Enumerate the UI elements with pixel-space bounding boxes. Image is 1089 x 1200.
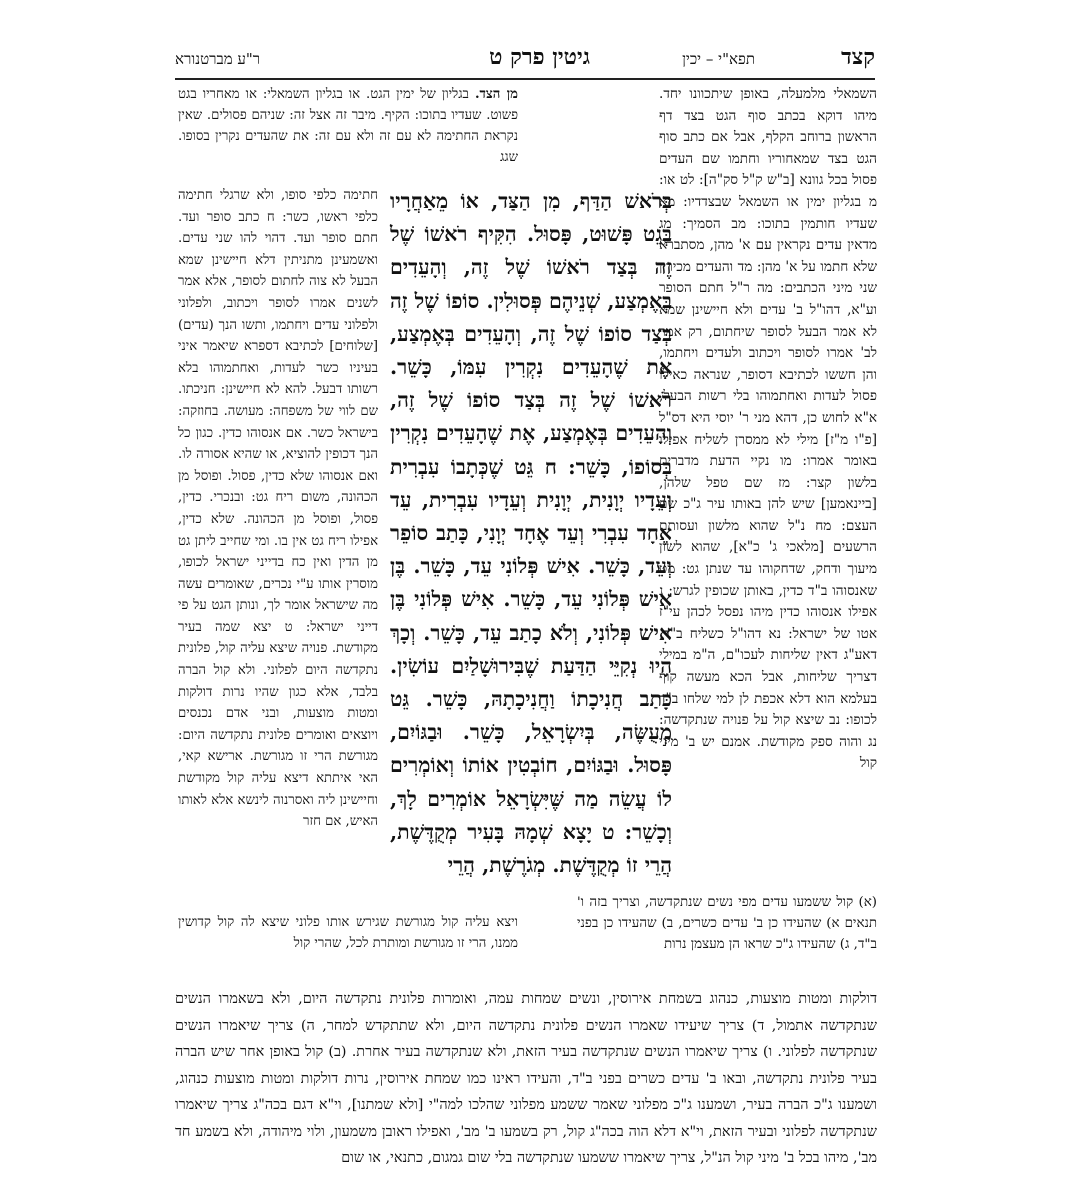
footnote-paragraph: (ב) קול באופן אחר שיש הברה בעיר פלונית נתקדשה, ובאו ב' עדים כשרים בפני ב"ד, והעידו ראינו כמו שמחת אירוסין, נרות דולקות ומטות מוצעות כנהוג, ושמענו ג"כ הברה בעיר, ושמענו ג"כ מפלוני שאמר ששמע מפלוני שהלכו למה"י [ולא שמתנו], וי"א דגם בכה"ג צריך שיאמרו שנתקדשה לפלוני ובעיר הזאת, וי"א דלא הוה בכה"ג קול, רק בשמעו ב' מב', ואפילו ראובן משמעון, ולוי מיהודה, ולא בשמע חד מב', מיהו בכל ב' מיני קול הנ"ל, צריך שיאמרו ששמעו שנתקדשה בלי שום גמגום, כתנאי, או שום [175, 1044, 877, 1166]
bartenura-commentary [178, 185, 378, 910]
yachin-commentary [659, 84, 877, 892]
mishnah-text-block [390, 185, 672, 905]
footnotes-block [175, 986, 878, 1166]
yachin-bottom-text: (א) קול ששמעו עדים מפי נשים שנתקדשה, וצריך בזה ו' תנאים א) שהעידו כן ב' עדים כשרים, ב) שהעידו כן בפני ב"ד, ג) שהעידו ג"כ שראו הן מעצמן נרות [577, 895, 877, 952]
bartenura-bottom-text: ויצא עליה קול מגורשת שגירש אותו פלוני שיצא לה קול קדושין ממנו, הרי זו מגורשת ומותרת לכל, שהרי קול [178, 915, 518, 951]
bartenura-commentary-top [178, 84, 518, 180]
bartenura-lead: מן הצד. [474, 87, 518, 102]
bartenura-text: חתימה כלפי סופו, ולא שרגלי חתימה כלפי ראשו, כשר: ח כתב סופר ועד. חתם סופר ועד. דהוי להו שני עדים. ואשמעינן מתניתין דלא חיישינן שמא הבעל לא צוה לחתום לסופר, אלא אמר לשנים אמרו לסופר ויכתוב, ולפלוני ולפלוני עדים ויחתמו, ותשו הנך (עדים) [שלוחים] לכתיבא דספרא שיאמר איני בעיניו כשר לעדות, ואחתמוהו בלא רשותו דבעל. להא לא חיישינן: חניכתו. שם לווי של משפחה: מעושה. בחוזקה: בישראל כשר. אם אנסוהו כדין. כגון כל הנך דכופין להוציא, או שהיא אסורה לו. ואם אנסוהו שלא כדין, פסול. ופוסל מן הכהונה, משום ריח גט: ובנכרי. כדין, פסול, ופוסל מן הכהונה. שלא כדין, אפילו ריח גט אין בו. ומי שחייב ליתן גט מן הדין ואין כח בדייני ישראל לכופו, מוסרין אותו ע"י נכרים, שאומרים עשה מה שישראל אומר לך, ונותן הגט על פי דייני ישראל: ט יצא שמה בעיר מקודשת. פנויה שיצא עליה קול, פלונית נתקדשה היום לפלוני. ולא קול הברה בלבד, אלא כגון שהיו נרות דולקות ומטות מוצעות, ובני אדם נכנסים ויוצאים ואומרים פלונית נתקדשה היום: מגורשת הרי זו מגורשת. ארישא קאי, האי איתתא דיצא עליה קול מקודשת וחיישינן ליה ואסרנוה לינשא אלא לאותו האיש, אם חזר [178, 188, 378, 830]
yachin-text: השמאלי מלמעלה, באופן שיתכוונו יחד. מיהו דוקא בכתב סוף הגט בצד דף הראשון ברוחב הקלף, אבל אם כתב סוף הגט בצד שמאחוריו וחתמו שם העדים פסול בכל גוונא [ב"ש ק"ל סק"ה]: לט או: מ בגליון ימין או השמאל שבצדדיו: מא שעדיו חותמין בתוכו: מב הסמיך: מג מדאין עדים נקראין עם א' מהן, מסתברא שלא חתמו על א' מהן: מד והעדים מכירין שני מיני הכתבים: מה ר"ל חתם הסופר וע"א, דהו"ל ב' עדים ולא חיישינן שמא לא אמר הבעל לסופר שיחתום, רק אמר לב' אמרו לסופר ויכתוב ולעדים ויחתמו, והן חששו לכתיבא דסופר, שנראה כאילו פסול לעדות ואחתמוהו בלי רשות הבעל, א"א לחוש כן, דהא מני ר' יוסי היא דס"ל [פ"ו מ"ז] מילי לא ממסרן לשליח אפילו באומר אמרו: מו נקיי הדעת מדברים בלשון קצר: מז שם טפל שלהן, [ביינאמען] שיש להן באותו עיר ג"כ שם העצם: מח נ"ל שהוא מלשון ועסותם הרשעים [מלאכי ג' כ"א], שהוא לשון מיעוך ודחק, שדחקוהו עד שנתן גט: מט שאנסוהו ב"ד כדין, באותן שכופין לגרש: נ אפילו אנסוהו כדין מיהו נפסל לכהן עי"ז אטו של ישראל: נא דהו"ל כשליח ב"ד, דאע"ג דאין שליחות לעכו"ם, ה"מ במילי דצריך שליחות, אבל הכא מעשה קוף בעלמא הוא דלא אכפת לן למי שלחו ב"ד לכופו: נב שיצא קול על פנויה שנתקדשה: נג והוה ספק מקודשת. אמנם יש ב' מיני קול [659, 86, 877, 772]
mishnah-text: בְּרֹאשׁ הַדַּף, מִן הַצַּד, אוֹ מֵאַחֲרָיו בְּגֵט פָּשׁוּט, פָּסוּל. הִקִּיף רֹאשׁוֹ שֶׁל זֶה בְּצַד רֹאשׁוֹ שֶׁל זֶה, וְהָעֵדִים בְּאֶמְצַע, שְׁנֵיהֶם פְּסוּלִין. סוֹפוֹ שֶׁל זֶה בְּצַד סוֹפוֹ שֶׁל זֶה, וְהָעֵדִים בְּאֶמְצַע, אֶת שֶׁהָעֵדִים נִקְרִין עִמּוֹ, כָּשֵׁר. רֹאשׁוֹ שֶׁל זֶה בְּצַד סוֹפוֹ שֶׁל זֶה, וְהָעֵדִים בְּאֶמְצַע, אֶת שֶׁהָעֵדִים נִקְרִין בְּסוֹפוֹ, כָּשֵׁר: ח גֵּט שֶׁכְּתָבוֹ עִבְרִית וְעֵדָיו יְוָנִית, יְוָנִית וְעֵדָיו עִבְרִית, עֵד אֶחָד עִבְרִי וְעֵד אֶחָד יְוָנִי, כָּתַב סוֹפֵר וְעֵד, כָּשֵׁר. אִישׁ פְּלוֹנִי עֵד, כָּשֵׁר. בֶּן אִישׁ פְּלוֹנִי עֵד, כָּשֵׁר. אִישׁ פְּלוֹנִי בֶּן אִישׁ פְּלוֹנִי, וְלֹא כָתַב עֵד, כָּשֵׁר. וְכָךְ הָיוּ נְקִיֵּי הַדַּעַת שֶׁבִּירוּשָׁלַיִם עוֹשִׂין. כָּתַב חֲנִיכָתוֹ וַחֲנִיכָתָהּ, כָּשֵׁר. גֵּט מְעֻשֶּׂה, בְּיִשְׂרָאֵל, כָּשֵׁר. וּבַגּוֹיִם, פָּסוּל. וּבַגּוֹיִם, חוֹבְטִין אוֹתוֹ וְאוֹמְרִים לוֹ עֲשֵׂה מַה שֶּׁיִּשְׂרָאֵל אוֹמְרִים לָךְ, וְכָשֵׁר: ט יָצָא שְׁמָהּ בָּעִיר מְקֻדֶּשֶׁת, הֲרֵי זוֹ מְקֻדֶּשֶׁת. מְגֹרֶשֶׁת, הֲרֵי [390, 189, 672, 878]
folio-number: קצד [841, 44, 875, 70]
footnote-paragraph: דולקות ומטות מוצעות, כנהוג בשמחת אירוסין, ונשים שמחות עמה, ואומרות פלונית נתקדשה היום, ולא בשאמרו הנשים שנתקדשה אתמול, ד) צריך שיעידו שאמרו הנשים פלונית נתקדשה היום, ולא שתתקדש למחר, ה) צריך שיאמרו הנשים שנתקדשה לפלוני. ו) צריך שיאמרו הנשים שנתקדשה בעיר הזאת, ולא שנתקדשה בעיר אחרת. [175, 991, 878, 1060]
bartenura-top-text: בגליון של ימין הגט. או בגליון השמאלי: או מאחריו בגט פשוט. שעדיו בתוכו: הקיף. מיבר זה אצל זה: שניהם פסולים. שאין נקראת החתימה לא עם זה ולא עם זה: את שהעדים נקרין בסופו. שגג [178, 87, 518, 165]
header-rule [175, 78, 875, 80]
tractate-title: גיטין פרק ט [489, 44, 590, 70]
commentary-label: ר"ע מברטנורא [175, 50, 261, 68]
bartenura-commentary-bottom [178, 912, 518, 970]
yachin-notes-start [577, 892, 877, 972]
folio-subtitle: תפא"י – יכין [682, 50, 755, 68]
page-header [175, 44, 875, 78]
